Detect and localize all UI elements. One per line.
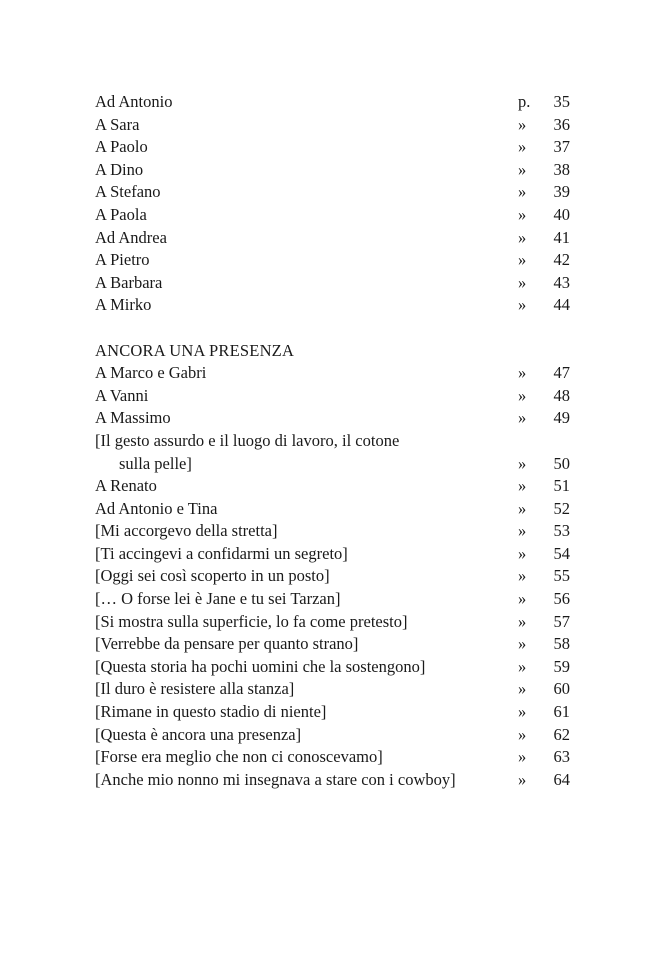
toc-entry-marker: » bbox=[518, 498, 527, 518]
toc-entry-page: 60 bbox=[553, 679, 570, 699]
toc-entry-page: 41 bbox=[553, 227, 570, 247]
toc-entry-marker: » bbox=[518, 589, 527, 609]
toc-entry-page: 35 bbox=[553, 92, 570, 111]
toc-section-2 bbox=[95, 362, 570, 791]
toc-entry-page: 38 bbox=[553, 159, 570, 179]
toc-entry-marker: » bbox=[518, 182, 527, 202]
toc-entry-title: [Questa è ancora una presenza] bbox=[95, 724, 302, 744]
toc-entry-title: [Ti accingevi a confidarmi un segreto] bbox=[95, 543, 348, 563]
toc-entry-marker: p. bbox=[518, 92, 531, 111]
toc-entry-page: 55 bbox=[553, 566, 570, 586]
toc-entry bbox=[95, 701, 570, 724]
toc-entry-marker: » bbox=[518, 476, 527, 496]
toc-entry-marker: » bbox=[518, 656, 527, 676]
toc-section-1 bbox=[95, 91, 570, 317]
toc-entry-title: Ad Andrea bbox=[95, 227, 167, 247]
toc-entry-title: A Sara bbox=[95, 114, 140, 134]
toc-entry bbox=[95, 91, 570, 114]
toc-entry-marker: » bbox=[518, 543, 527, 563]
toc-entry-marker: » bbox=[518, 521, 527, 541]
toc-entry-title: A Massimo bbox=[95, 408, 171, 428]
toc-entry-page: 53 bbox=[553, 521, 570, 541]
toc-entry-marker: » bbox=[518, 611, 527, 631]
toc-entry-page: 62 bbox=[553, 724, 570, 744]
toc-entry bbox=[95, 249, 570, 272]
toc-entry bbox=[95, 204, 570, 227]
toc-entry bbox=[95, 565, 570, 588]
section-gap bbox=[95, 317, 570, 340]
toc-entry-title: A Pietro bbox=[95, 250, 150, 270]
toc-entry-marker: » bbox=[518, 204, 527, 224]
toc-entry-title: [Rimane in questo stadio di niente] bbox=[95, 702, 327, 722]
toc-entry-page: 56 bbox=[553, 589, 570, 609]
toc-entry bbox=[95, 520, 570, 543]
toc-entry bbox=[95, 588, 570, 611]
toc-entry-page: 61 bbox=[553, 702, 570, 722]
toc-entry-page: 54 bbox=[553, 543, 570, 563]
toc-entry bbox=[95, 543, 570, 566]
toc-entry-page: 58 bbox=[553, 634, 570, 654]
toc-entry bbox=[95, 769, 570, 792]
toc-entry bbox=[95, 136, 570, 159]
toc-entry bbox=[95, 181, 570, 204]
toc-entry-marker: » bbox=[518, 250, 527, 270]
toc-entry-title: [… O forse lei è Jane e tu sei Tarzan] bbox=[95, 589, 341, 609]
toc-entry-marker: » bbox=[518, 724, 527, 744]
toc-entry-marker: » bbox=[518, 272, 527, 292]
toc-entry-page: 50 bbox=[553, 453, 570, 473]
toc-entry bbox=[95, 656, 570, 679]
toc-entry-title: A Stefano bbox=[95, 182, 161, 202]
toc-entry-page: 64 bbox=[553, 769, 570, 789]
toc-entry-page: 49 bbox=[553, 408, 570, 428]
toc-entry-title: Ad Antonio e Tina bbox=[95, 498, 218, 518]
toc-entry-page: 57 bbox=[553, 611, 570, 631]
toc-entry-page: 37 bbox=[553, 137, 570, 157]
toc-entry bbox=[95, 407, 570, 430]
toc-entry-marker: » bbox=[518, 702, 527, 722]
toc-entry bbox=[95, 678, 570, 701]
toc-entry-marker: » bbox=[518, 227, 527, 247]
toc-entry-title: [Forse era meglio che non ci conoscevamo] bbox=[95, 747, 383, 767]
toc-entry-title: sulla pelle] bbox=[119, 453, 192, 473]
toc-entry-page: 43 bbox=[553, 272, 570, 292]
toc-entry-page: 36 bbox=[553, 114, 570, 134]
section-heading-text: ANCORA UNA PRESENZA bbox=[95, 340, 295, 360]
toc-entry bbox=[95, 453, 570, 476]
toc-entry bbox=[95, 611, 570, 634]
toc-entry-marker: » bbox=[518, 114, 527, 134]
toc-section-heading bbox=[95, 340, 570, 363]
toc-entry bbox=[95, 362, 570, 385]
toc-entry-title: A Barbara bbox=[95, 272, 163, 292]
toc-entry-page: 63 bbox=[553, 747, 570, 767]
toc-entry-marker: » bbox=[518, 679, 527, 699]
toc-entry-title: [Il gesto assurdo e il luogo di lavoro, il cotone bbox=[95, 430, 400, 450]
toc-entry-title: [Si mostra sulla superficie, lo fa come pretesto] bbox=[95, 611, 408, 631]
toc-entry-title: Ad Antonio bbox=[95, 92, 173, 111]
toc-entry-title: [Oggi sei così scoperto in un posto] bbox=[95, 566, 330, 586]
toc-entry bbox=[95, 227, 570, 250]
toc-entry-page: 48 bbox=[553, 385, 570, 405]
toc-entry bbox=[95, 272, 570, 295]
toc-entry-marker: » bbox=[518, 159, 527, 179]
toc-entry-marker: » bbox=[518, 747, 527, 767]
toc-entry bbox=[95, 498, 570, 521]
toc-entry-page: 47 bbox=[553, 363, 570, 383]
toc-entry bbox=[95, 294, 570, 317]
toc-entry-title: A Paola bbox=[95, 204, 147, 224]
toc-entry-title: [Questa storia ha pochi uomini che la sostengono] bbox=[95, 656, 426, 676]
toc-entry-title: A Mirko bbox=[95, 295, 152, 315]
toc-entry bbox=[95, 159, 570, 182]
toc-entry bbox=[95, 724, 570, 747]
toc-entry-title: [Verrebbe da pensare per quanto strano] bbox=[95, 634, 359, 654]
toc-entry-marker: » bbox=[518, 408, 527, 428]
toc-entry bbox=[95, 385, 570, 408]
toc-entry-title: A Dino bbox=[95, 159, 144, 179]
table-of-contents bbox=[95, 91, 570, 791]
toc-entry-marker: » bbox=[518, 137, 527, 157]
toc-entry-title: [Il duro è resistere alla stanza] bbox=[95, 679, 295, 699]
toc-entry-title: A Vanni bbox=[95, 385, 149, 405]
toc-entry-page: 42 bbox=[553, 250, 570, 270]
toc-entry bbox=[95, 114, 570, 137]
toc-entry-marker: » bbox=[518, 295, 527, 315]
toc-entry bbox=[95, 475, 570, 498]
toc-entry-title: A Renato bbox=[95, 476, 157, 496]
toc-entry-title: A Marco e Gabri bbox=[95, 363, 207, 383]
toc-entry-page: 52 bbox=[553, 498, 570, 518]
toc-entry-page: 44 bbox=[553, 295, 570, 315]
toc-entry bbox=[95, 746, 570, 769]
toc-entry-marker: » bbox=[518, 634, 527, 654]
toc-entry-marker: » bbox=[518, 385, 527, 405]
toc-entry-title: [Mi accorgevo della stretta] bbox=[95, 521, 278, 541]
toc-entry-title: [Anche mio nonno mi insegnava a stare con i cowboy] bbox=[95, 769, 456, 789]
toc-entry-marker: » bbox=[518, 453, 527, 473]
toc-entry-page: 51 bbox=[553, 476, 570, 496]
toc-entry-marker: » bbox=[518, 769, 527, 789]
toc-entry bbox=[95, 633, 570, 656]
toc-entry-title: A Paolo bbox=[95, 137, 148, 157]
toc-entry-page: 39 bbox=[553, 182, 570, 202]
toc-entry-page: 59 bbox=[553, 656, 570, 676]
toc-entry bbox=[95, 430, 570, 453]
toc-entry-marker: » bbox=[518, 363, 527, 383]
toc-entry-page: 40 bbox=[553, 204, 570, 224]
toc-entry-marker: » bbox=[518, 566, 527, 586]
